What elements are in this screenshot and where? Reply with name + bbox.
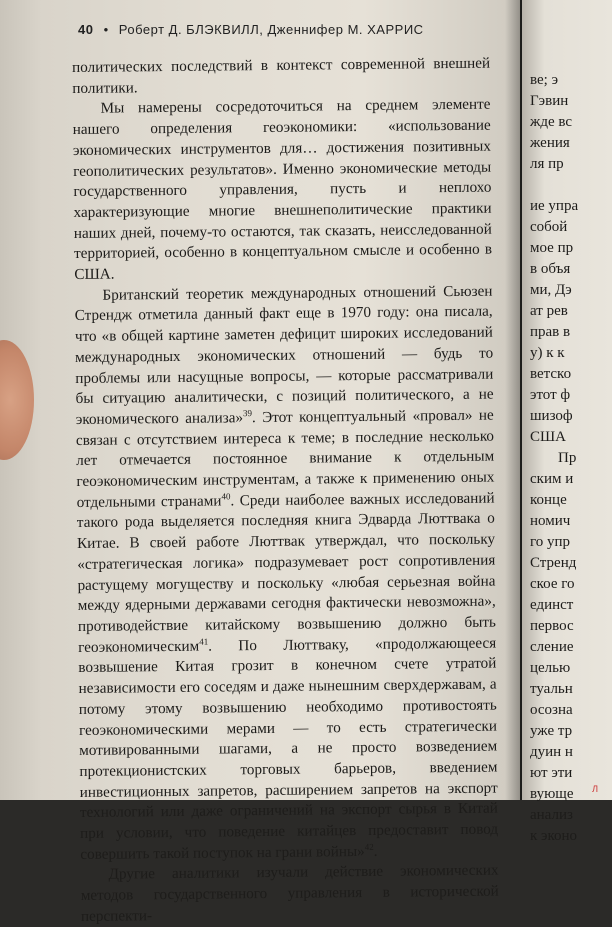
page-number: 40 [78, 22, 94, 37]
right-page-line: ское го [530, 576, 575, 592]
right-page-line: ие упра [530, 198, 579, 214]
paragraph-3-part-e: . [373, 842, 378, 860]
right-page-text [530, 70, 610, 847]
footnote-ref-39: 39 [242, 408, 253, 419]
footnote-ref-42: 42 [364, 841, 374, 852]
right-page-line: целью [530, 660, 571, 676]
right-page-line: у) к к [530, 345, 565, 361]
paragraph-1: политических последствий в контекст современной внешней политики. [72, 54, 491, 97]
right-page-line: жде вс [530, 114, 573, 130]
right-page-line: ми, Дэ [530, 282, 572, 298]
right-page-line: ют эти [530, 765, 573, 781]
right-page-line: номич [530, 513, 571, 529]
paragraph-4: Другие аналитики изучали действие экономических методов государственного управления в исторической перспекти- [80, 862, 499, 925]
right-page-line: ветско [530, 366, 572, 382]
footnote-ref-40: 40 [221, 491, 231, 502]
right-page-line: вующе [530, 786, 574, 802]
corner-mark: Л [592, 784, 598, 794]
right-page-line: Стренд [530, 555, 577, 571]
right-page-line: шизоф [530, 408, 573, 424]
right-page-line: Пр [558, 450, 577, 466]
right-page-line: в объя [530, 261, 571, 277]
right-page-line: ве; э [530, 72, 559, 88]
paragraph-3-part-d: . По Люттваку, «продолжающееся возвышение Китая грозит в конечном счете утратой независимости его соседям и даже нынешним сверхдержавам, а потому этому возвышению необходимо противостоять геоэкономическими мерами — то есть стратегически мотивированными шагами, а не просто возведением протекционистских торговых барьеров, введением инвестиционных запретов, расширением запретов на экспорт технологий или даже ограничений на экспорт сырья в Китай при условии, что поведение китайцев предоставит повод совершить такой поступок на грани войны» [78, 634, 499, 863]
running-header [78, 22, 508, 37]
right-page-line: ским и [530, 471, 574, 487]
right-page-line: го упр [530, 534, 571, 550]
right-page-line: жения [530, 135, 570, 151]
header-separator: • [103, 22, 109, 37]
right-page-line: Гэвин [530, 93, 569, 109]
right-page-line: собой [530, 219, 568, 235]
right-page-line: конце [530, 492, 567, 508]
right-page-line: уже тр [530, 723, 573, 739]
footnote-ref-41: 41 [199, 636, 209, 647]
right-page-line: сление [530, 639, 574, 655]
right-page-line: этот ф [530, 387, 571, 403]
right-page-line: прав в [530, 324, 571, 340]
right-page-line: туальн [530, 681, 573, 697]
paragraph-3-part-c: . Среди наиболее важных исследований такого рода выделяется последняя книга Эдварда Люттвака о Китае. В своей работе Люттвак утверждал, что поскольку «стратегическая логика» подразумевает рост сопротивления растущему могуществу и поскольку «любая серьезная война между ядерными державами сегодня фактически невозможна», противодействие китайскому возвышению должно быть геоэкономическим [76, 489, 497, 656]
right-page-line: к эконо [530, 828, 578, 844]
paragraph-3-part-b: . Этот концептуальный «провал» не связан с отсутствием интереса к теме; в последние несколько лет отмечается постоянное внимание к отдельным геоэкономическим инструментам, а также к применению оных отдельными странами [75, 406, 495, 511]
right-page-line: единст [530, 597, 574, 613]
paragraph-3 [74, 281, 498, 865]
paragraph-3-part-a: Британский теоретик международных отношений Сьюзен Стрендж отметила данный факт еще в 1970 году: она писала, что «в общей картине заметен дефицит широких исследований международных экономических отношений — будь то проблемы или насущные вопросы, — которые рассматривали бы ситуацию аналитически, с позиций политического, а не экономического анализа» [74, 282, 494, 428]
right-page-line: мое пр [530, 240, 574, 256]
right-page-line: первос [530, 618, 574, 634]
right-page-line: дуин н [530, 744, 573, 760]
thumb-holding-page [0, 340, 34, 460]
paragraph-2: Мы намерены сосредоточиться на среднем элементе нашего определения геоэкономики: «использование экономических инструментов для… достижения позитивных геополитических результатов». Именно экономические методы государственного управления, пусть и неплохо характеризующие многие внешнеполитические практики наших дней, почему-то остаются, так сказать, неисследованной территорией, особенно в концептуальном смысле и особенно в США. [72, 96, 493, 284]
header-authors: Роберт Д. БЛЭКВИЛЛ, Дженнифер М. ХАРРИС [118, 22, 424, 37]
right-page-line: ля пр [530, 156, 564, 172]
right-page-line: осозна [530, 702, 573, 718]
body-text [72, 54, 499, 927]
right-page-line [530, 175, 610, 196]
right-page-line: США [530, 429, 566, 445]
right-page-line: ат рев [530, 303, 568, 319]
right-page-line: анализ [530, 807, 573, 823]
